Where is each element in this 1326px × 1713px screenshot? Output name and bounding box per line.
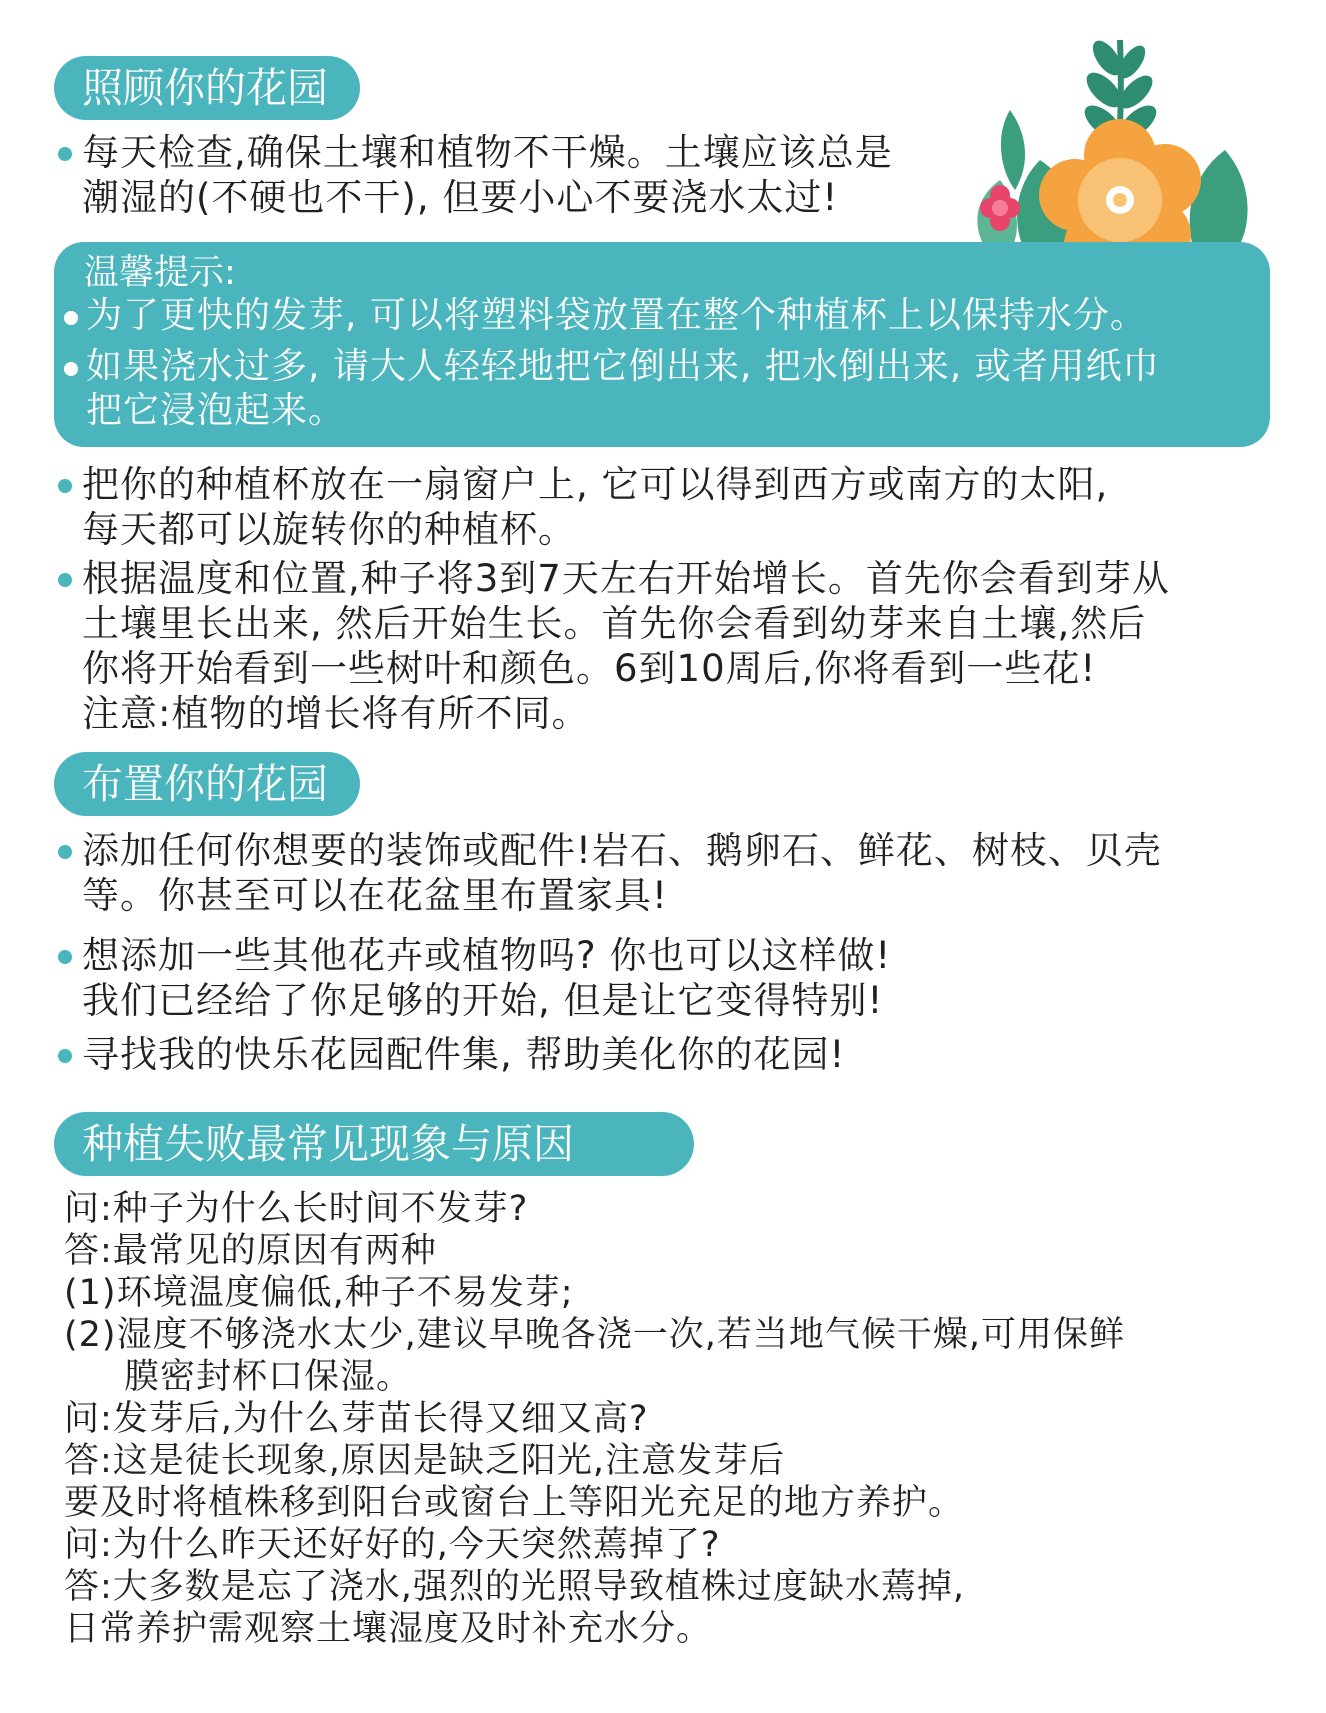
tip-item: [64, 294, 1147, 338]
list-item-line: 你将开始看到一些树叶和颜色。6到10周后,你将看到一些花!: [82, 647, 1097, 690]
list-item: [58, 462, 1298, 552]
answer: 答:最常见的原因有两种: [64, 1231, 437, 1271]
list-item: [58, 556, 1298, 736]
list-item-line: 我们已经给了你足够的开始, 但是让它变得特别!: [82, 979, 884, 1022]
answer: 答:大多数是忘了浇水,强烈的光照导致植株过度缺水蔫掉,: [64, 1567, 966, 1607]
list-item-line: 注意:植物的增长将有所不同。: [82, 692, 590, 735]
answer: 答:这是徒长现象,原因是缺乏阳光,注意发芽后: [64, 1441, 786, 1481]
answer: (2)湿度不够浇水太少,建议早晚各浇一次,若当地气候干燥,可用保鲜: [64, 1315, 1125, 1355]
qa-list: [64, 1188, 1304, 1650]
section-title-setup: 布置你的花园: [54, 752, 360, 816]
list-item-line: 添加任何你想要的装饰或配件!岩石、鹅卵石、鲜花、树枝、贝壳: [82, 829, 1162, 872]
list-item-line: 潮湿的(不硬也不干), 但要小心不要浇水太过!: [82, 176, 839, 219]
list-item-line: 等。你甚至可以在花盆里布置家具!: [82, 874, 668, 917]
answer: 日常养护需观察土壤湿度及时补充水分。: [64, 1609, 713, 1649]
list-item-line: 根据温度和位置,种子将3到7天左右开始增长。首先你会看到芽从: [82, 557, 1170, 600]
list-item-line: 每天都可以旋转你的种植杯。: [82, 508, 576, 551]
section-title-care: 照顾你的花园: [54, 56, 360, 120]
tip-item-line: 如果浇水过多, 请大人轻轻地把它倒出来, 把水倒出来, 或者用纸巾: [86, 346, 1160, 387]
bullet-dot-icon: [58, 845, 72, 859]
list-item: [58, 828, 1298, 918]
list-item-line: 每天检查,确保土壤和植物不干燥。土壤应该总是: [82, 131, 893, 174]
list-item-line: 把你的种植杯放在一扇窗户上, 它可以得到西方或南方的太阳,: [82, 463, 1109, 506]
tip-item-line: 把它浸泡起来。: [86, 390, 346, 431]
question: 问:为什么昨天还好好的,今天突然蔫掉了?: [64, 1525, 721, 1565]
leaf-icon: [1001, 110, 1025, 190]
list-item-line: 想添加一些其他花卉或植物吗? 你也可以这样做!: [82, 934, 892, 977]
list-item-line: 寻找我的快乐花园配件集, 帮助美化你的花园!: [82, 1033, 846, 1076]
bullet-dot-icon: [58, 479, 72, 493]
answer: (1)环境温度偏低,种子不易发芽;: [64, 1273, 574, 1313]
tip-item: [64, 345, 1160, 433]
question: 问:种子为什么长时间不发芽?: [64, 1189, 529, 1229]
list-item: [58, 130, 958, 220]
list-item: [58, 1032, 1298, 1077]
question: 问:发芽后,为什么芽苗长得又细又高?: [64, 1399, 649, 1439]
bullet-dot-icon: [58, 147, 72, 161]
bullet-dot-icon: [64, 362, 78, 376]
list-item-line: 土壤里长出来, 然后开始生长。首先你会看到幼芽来自土壤,然后: [82, 602, 1147, 645]
section-title-failures: 种植失败最常见现象与原因: [54, 1112, 694, 1176]
bullet-dot-icon: [58, 573, 72, 587]
answer: 膜密封杯口保湿。: [124, 1357, 413, 1397]
bullet-dot-icon: [64, 311, 78, 325]
list-item: [58, 933, 1298, 1023]
tip-box: [54, 242, 1270, 447]
bullet-dot-icon: [58, 950, 72, 964]
answer: 要及时将植株移到阳台或窗台上等阳光充足的地方养护。: [64, 1483, 965, 1523]
tip-title: 温馨提示:: [84, 253, 236, 293]
tip-item-line: 为了更快的发芽, 可以将塑料袋放置在整个种植杯上以保持水分。: [86, 295, 1147, 336]
bullet-dot-icon: [58, 1049, 72, 1063]
